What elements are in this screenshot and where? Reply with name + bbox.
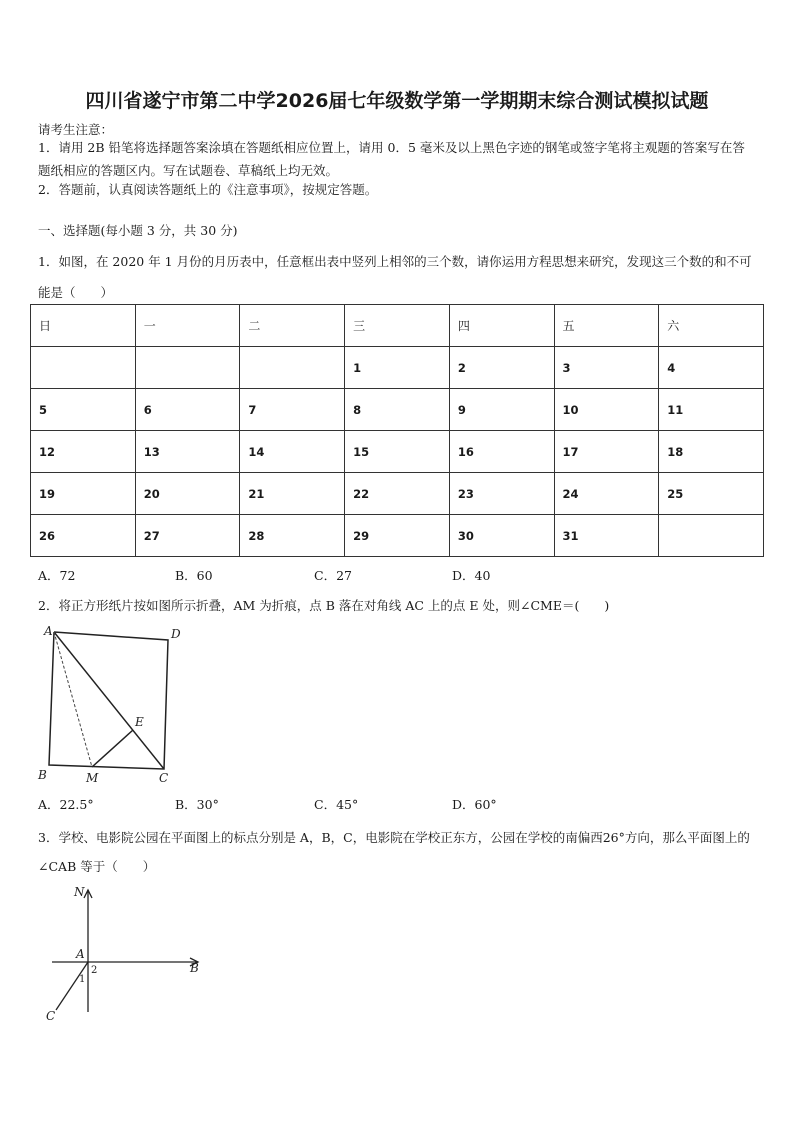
notice-heading: 请考生注意： [38, 122, 114, 137]
question-2-stem: 2．将正方形纸片按如图所示折叠，AM 为折痕，点 B 落在对角线 AC 上的点 E 处，则∠CME＝( ) [38, 598, 610, 613]
segment-me [92, 730, 133, 767]
calendar-cell [135, 347, 240, 389]
choice-d[interactable]: D．60° [452, 797, 497, 812]
calendar-header-cell: 三 [345, 305, 450, 347]
page-title: 四川省遂宁市第二中学2026届七年级数学第一学期期末综合测试模拟试题 [85, 90, 709, 112]
square-fold-figure [30, 622, 190, 788]
diagonal-ac [54, 632, 164, 769]
calendar-cell: 29 [345, 515, 450, 557]
calendar-cell [31, 347, 136, 389]
choice-a[interactable]: A．72 [38, 568, 76, 583]
calendar-header-cell: 六 [659, 305, 764, 347]
calendar-row [31, 515, 764, 557]
calendar-cell: 4 [659, 347, 764, 389]
label-angle-1: 1 [79, 974, 86, 985]
question-1-stem: 1．如图，在 2020 年 1 月份的月历表中，任意框出表中竖列上相邻的三个数，请你运用方程思想来研究，发现这三个数的和不可能是（ ） [38, 254, 752, 300]
label-a: A [76, 947, 85, 961]
calendar-cell: 3 [554, 347, 659, 389]
calendar-cell: 14 [240, 431, 345, 473]
calendar-cell: 31 [554, 515, 659, 557]
calendar-cell: 24 [554, 473, 659, 515]
calendar-cell: 30 [449, 515, 554, 557]
calendar-cell: 16 [449, 431, 554, 473]
question-3-stem: 3．学校、电影院公园在平面图上的标点分别是 A，B，C，电影院在学校正东方，公园在学校的南偏西26°方向，那么平面图上的∠CAB 等于（ ） [38, 830, 750, 874]
calendar-table [30, 304, 764, 557]
calendar-header-cell: 日 [31, 305, 136, 347]
calendar-header-cell: 二 [240, 305, 345, 347]
calendar-cell: 20 [135, 473, 240, 515]
calendar-cell: 27 [135, 515, 240, 557]
calendar-cell: 28 [240, 515, 345, 557]
choice-b[interactable]: B．30° [175, 797, 219, 812]
calendar-row [31, 473, 764, 515]
calendar-cell: 2 [449, 347, 554, 389]
calendar-cell: 13 [135, 431, 240, 473]
calendar-cell: 22 [345, 473, 450, 515]
label-n: N [74, 885, 85, 899]
ray-ac [56, 962, 88, 1010]
choice-c[interactable]: C．45° [314, 797, 359, 812]
label-a: A [44, 624, 53, 638]
label-c: C [159, 771, 169, 785]
calendar-cell: 8 [345, 389, 450, 431]
calendar-cell: 18 [659, 431, 764, 473]
label-b: B [190, 961, 199, 975]
fold-line-am [54, 632, 92, 767]
calendar-row [31, 347, 764, 389]
choice-b[interactable]: B．60 [175, 568, 213, 583]
notice-item-1: 1．请用 2B 铅笔将选择题答案涂填在答题纸相应位置上，请用 0．5 毫米及以上黑色字迹的钢笔或签字笔将主观题的答案写在答题纸相应的答题区内。写在试题卷、草稿纸上均无效。 [38, 140, 745, 178]
choice-d[interactable]: D．40 [452, 568, 491, 583]
label-angle-2: 2 [91, 965, 98, 976]
calendar-row [31, 431, 764, 473]
calendar-header-row [31, 305, 764, 347]
calendar-header-cell: 一 [135, 305, 240, 347]
calendar-cell: 19 [31, 473, 136, 515]
calendar-cell: 26 [31, 515, 136, 557]
direction-figure [40, 880, 210, 1025]
label-m: M [86, 771, 99, 785]
calendar-cell: 21 [240, 473, 345, 515]
calendar-cell: 6 [135, 389, 240, 431]
label-c: C [46, 1009, 56, 1023]
section-heading: 一、选择题(每小题 3 分，共 30 分) [38, 223, 238, 238]
calendar-header-cell: 五 [554, 305, 659, 347]
label-d: D [171, 627, 181, 641]
calendar-cell [659, 515, 764, 557]
calendar-cell: 23 [449, 473, 554, 515]
choice-c[interactable]: C．27 [314, 568, 352, 583]
calendar-header-cell: 四 [449, 305, 554, 347]
notice-item-2: 2．答题前，认真阅读答题纸上的《注意事项》，按规定答题。 [38, 182, 378, 197]
calendar-cell: 10 [554, 389, 659, 431]
calendar-cell: 9 [449, 389, 554, 431]
label-e: E [135, 715, 144, 729]
calendar-cell: 12 [31, 431, 136, 473]
calendar-cell: 7 [240, 389, 345, 431]
choice-a[interactable]: A．22.5° [38, 797, 94, 812]
calendar-cell: 25 [659, 473, 764, 515]
calendar-cell: 17 [554, 431, 659, 473]
calendar-cell [240, 347, 345, 389]
calendar-cell: 11 [659, 389, 764, 431]
calendar-cell: 15 [345, 431, 450, 473]
calendar-cell: 5 [31, 389, 136, 431]
calendar-cell: 1 [345, 347, 450, 389]
label-b: B [38, 768, 47, 782]
calendar-row [31, 389, 764, 431]
